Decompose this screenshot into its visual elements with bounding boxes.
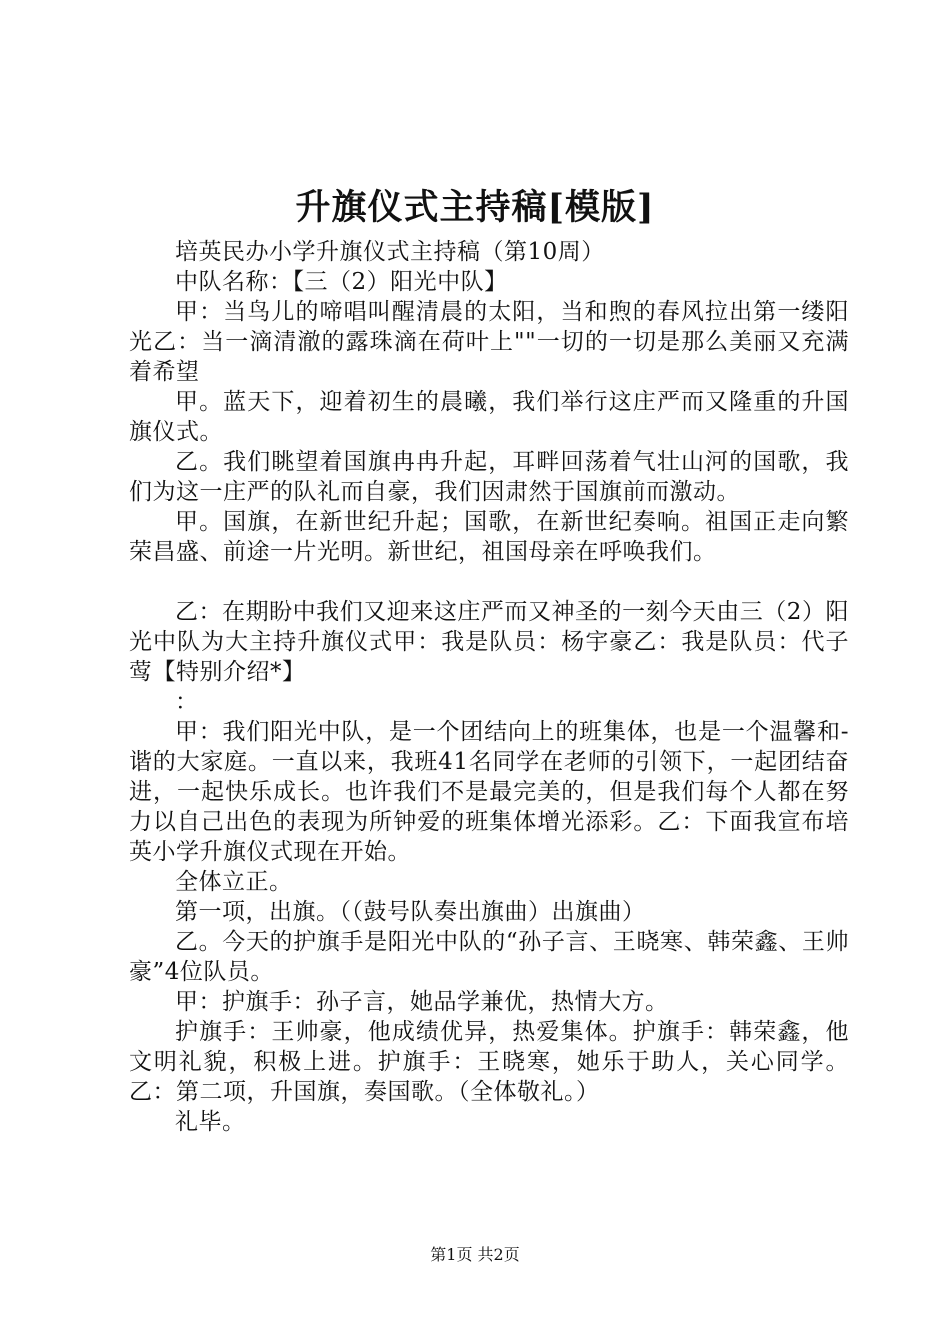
paragraph: 礼毕。 (175, 1109, 246, 1135)
paragraph: 乙。我们眺望着国旗冉冉升起，耳畔回荡着气壮山河的国歌，我们为这一庄严的队礼而自豪，我们因肃然于国旗前而激动。 (129, 449, 849, 505)
page-footer: 第1页 共2页 (430, 1245, 520, 1264)
paragraph: 甲。蓝天下，迎着初生的晨曦，我们举行这庄严而又隆重的升国旗仪式。 (129, 389, 849, 445)
document-title: 升旗仪式主持稿[模版] (295, 187, 655, 228)
paragraph: 全体立正。 (175, 869, 293, 895)
paragraph: 甲：护旗手：孙子言，她品学兼优，热情大方。 (175, 989, 669, 1015)
paragraph-header: 培英民办小学升旗仪式主持稿（第10周） (175, 239, 605, 265)
paragraph: 甲：我们阳光中队，是一个团结向上的班集体，也是一个温馨和-谐的大家庭。一直以来，我班41名同学在老师的引领下，一起团结奋进，一起快乐成长。也许我们不是最完美的，但是我们每个人都在努力以自己出色的表现为所钟爱的班集体增光添彩。乙：下面我宣布培英小学升旗仪式现在开始。 (129, 719, 849, 865)
paragraph: 护旗手：王帅豪，他成绩优异，热爱集体。护旗手：韩荣鑫，他文明礼貌，积极上进。护旗手：王晓寒，她乐于助人，关心同学。乙：第二项，升国旗，奏国歌。（全体敬礼。） (129, 1019, 849, 1105)
paragraph: 第一项，出旗。（（鼓号队奏出旗曲）出旗曲） (175, 899, 646, 925)
paragraph: ： (175, 689, 199, 715)
paragraph: 乙。今天的护旗手是阳光中队的“孙子言、王晓寒、韩荣鑫、王帅豪”4位队员。 (129, 929, 849, 985)
paragraph-squad-name: 中队名称：【三（2）阳光中队】 (175, 269, 508, 295)
paragraph: 甲。国旗，在新世纪升起；国歌，在新世纪奏响。祖国正走向繁荣昌盛、前途一片光明。新世纪，祖国母亲在呼唤我们。 (129, 509, 849, 565)
document-body (129, 237, 849, 1137)
paragraph: 乙：在期盼中我们又迎来这庄严而又神圣的一刻今天由三（2）阳光中队为大主持升旗仪式甲：我是队员：杨宇豪乙：我是队员：代子莺【特别介绍*】 (129, 599, 849, 685)
paragraph: 甲：当鸟儿的啼唱叫醒清晨的太阳，当和煦的春风拉出第一缕阳光乙：当一滴清澈的露珠滴在荷叶上""一切的一切是那么美丽又充满着希望 (129, 299, 849, 385)
